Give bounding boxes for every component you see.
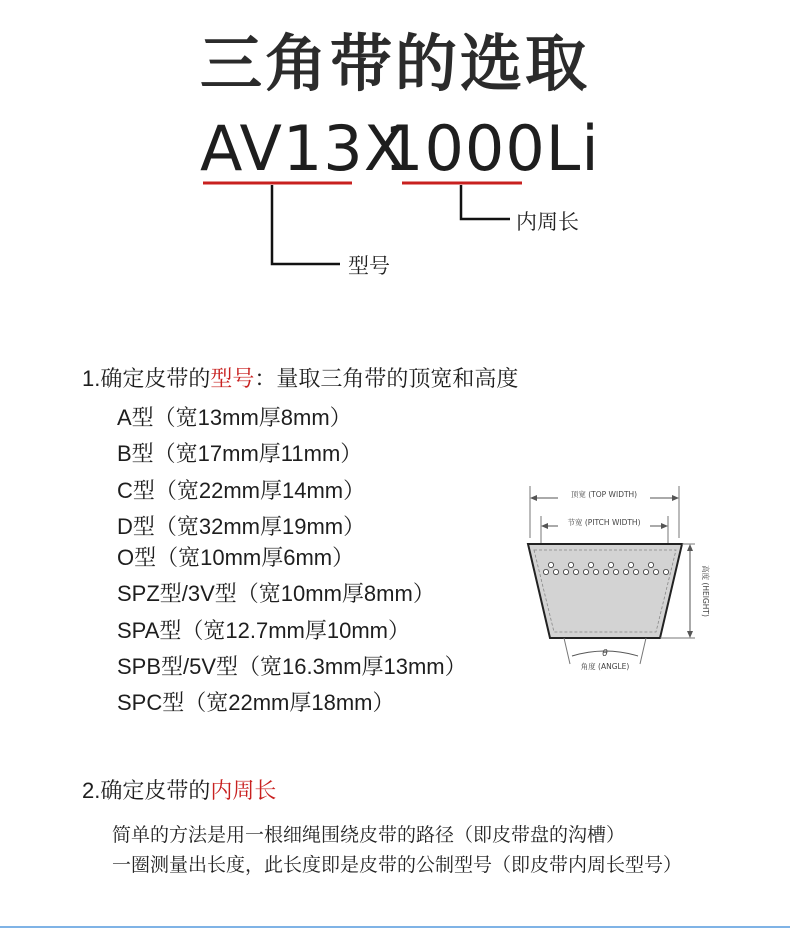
- model-leader: [272, 185, 340, 264]
- list-item: SPB型/5V型（宽16.3mm厚13mm）: [117, 654, 467, 679]
- angle-symbol: θ: [602, 649, 608, 659]
- section2-prefix: 2.确定皮带的: [82, 778, 211, 803]
- belt-body: [528, 544, 682, 638]
- model-code: AV13X: [200, 112, 408, 185]
- section1-highlight: 型号: [210, 366, 255, 391]
- length-leader: [461, 185, 510, 219]
- arrow-icon: [541, 523, 548, 529]
- model-label: 型号: [348, 255, 390, 278]
- belt-cross-section-diagram: [510, 478, 720, 678]
- arrow-icon: [687, 631, 693, 638]
- code-connectors: [0, 0, 790, 300]
- angle-line-left: [564, 638, 570, 664]
- angle-line-right: [640, 638, 646, 664]
- section2-line: 一圈测量出长度，此长度即是皮带的公制型号（即皮带内周长型号）: [112, 855, 683, 876]
- list-item: SPA型（宽12.7mm厚10mm）: [117, 618, 410, 643]
- list-item: D型（宽32mm厚19mm）: [117, 514, 366, 539]
- length-code: 1000Li: [384, 112, 600, 185]
- list-item: C型（宽22mm厚14mm）: [117, 478, 366, 503]
- section1-suffix: ：量取三角带的顶宽和高度: [254, 366, 519, 391]
- list-item: O型（宽10mm厚6mm）: [117, 545, 355, 570]
- section1-prefix: 1.确定皮带的: [82, 366, 211, 391]
- footer-divider: [0, 926, 790, 928]
- section1-heading: [82, 362, 518, 393]
- section2-heading: [82, 774, 276, 805]
- length-label: 内周长: [516, 211, 579, 234]
- pitch-width-label: 节宽 (PITCH WIDTH): [567, 518, 641, 527]
- list-item: SPZ型/3V型（宽10mm厚8mm）: [117, 581, 435, 606]
- arrow-icon: [661, 523, 668, 529]
- arrow-icon: [687, 544, 693, 551]
- list-item: A型（宽13mm厚8mm）: [117, 405, 352, 430]
- list-item: SPC型（宽22mm厚18mm）: [117, 690, 395, 715]
- list-item: B型（宽17mm厚11mm）: [117, 441, 363, 466]
- section2-highlight: 内周长: [210, 778, 277, 803]
- top-width-label: 顶宽 (TOP WIDTH): [570, 490, 638, 499]
- arrow-icon: [672, 495, 679, 501]
- arrow-icon: [530, 495, 537, 501]
- height-label: 高度 (HEIGHT): [701, 565, 710, 617]
- section2-line: 简单的方法是用一根细绳围绕皮带的路径（即皮带盘的沟槽）: [112, 825, 626, 846]
- page-title: 三角带的选取: [199, 27, 590, 100]
- angle-label: 角度 (ANGLE): [580, 662, 630, 671]
